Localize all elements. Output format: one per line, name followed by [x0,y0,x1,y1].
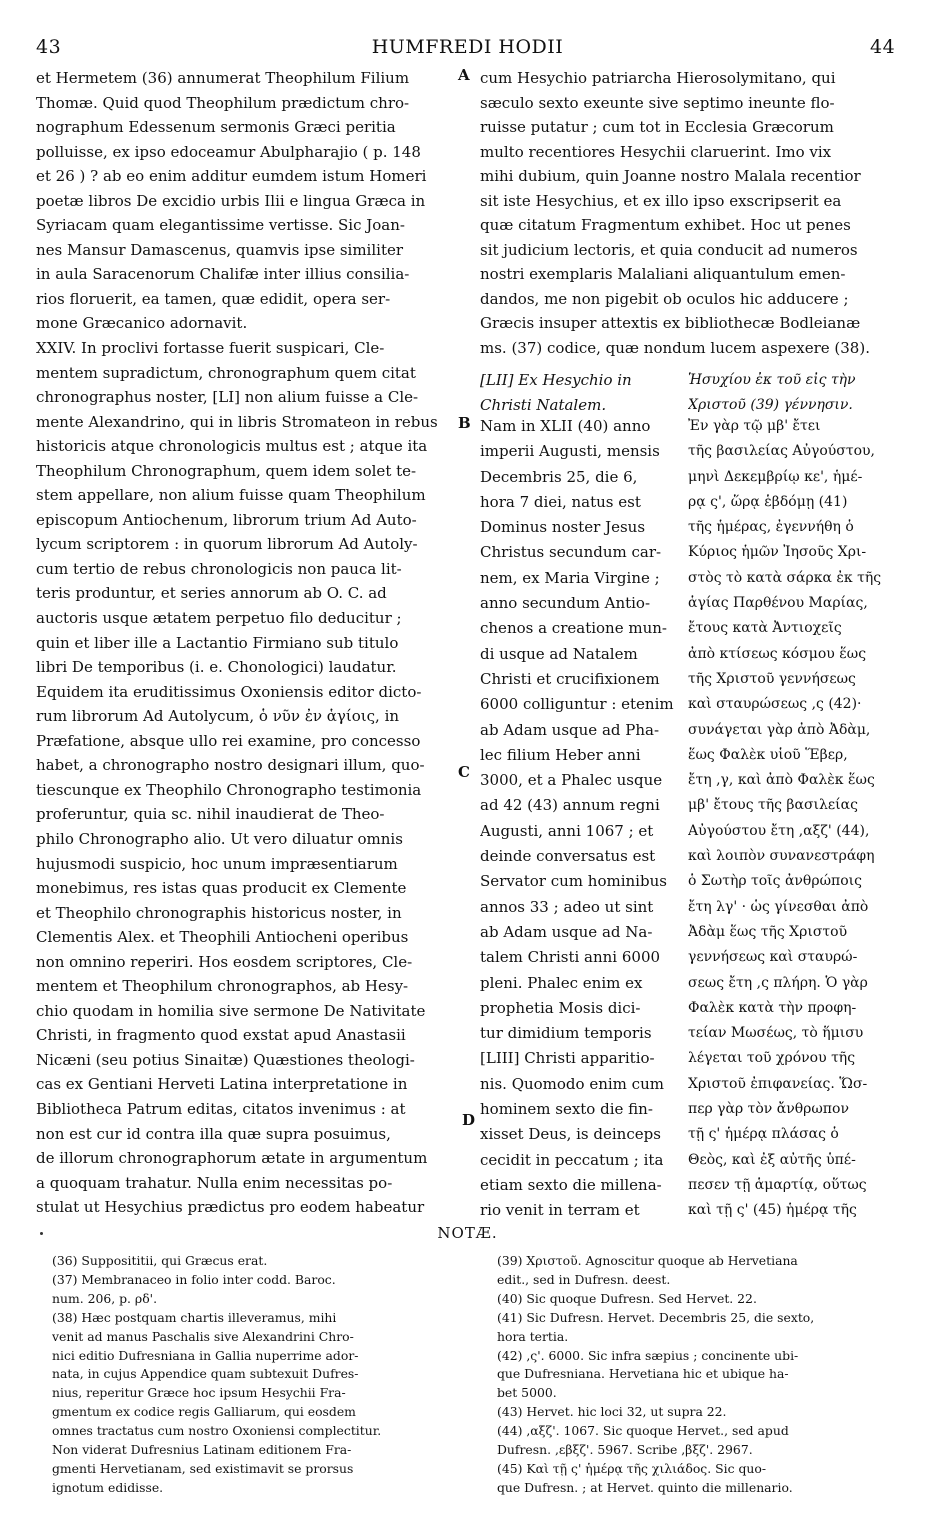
page-number-left: 43 [36,36,62,58]
text-line: rum librorum Ad Autolycum, ὁ νῦν ἐν ἁγίοις, in [36,707,400,726]
text-line: historicis atque chronologicis multus est ; atque ita [36,437,428,456]
text-line: ab Adam usque ad Pha- [480,720,660,739]
text-line: que Dufresniana. Hervetiana hic et ubique ha- [497,1366,789,1382]
text-line: episcopum Antiochenum, librorum trium Ad Auto- [36,510,417,529]
text-line: venit ad manus Paschalis sive Alexandrini Chro- [52,1328,354,1344]
text-line: sit iste Hesychius, et ex illo ipso exscripserit ea [480,191,842,210]
text-line: monebimus, res istas quas producit ex Clemente [36,879,407,898]
text-line: XXIV. In proclivi fortasse fuerit suspicari, Cle- [36,339,385,358]
text-line: ἔτους κατὰ Ἀντιοχεῖς [688,620,842,637]
text-line: Augusti, anni 1067 ; et [480,821,654,840]
text-line: (43) Hervet. hic loci 32, ut supra 22. [497,1404,727,1420]
text-line: etiam sexto die millena- [480,1175,662,1194]
text-line: quin et liber ille a Lactantio Firmiano sub titulo [36,633,399,652]
margin-marker-d: D [462,1111,476,1129]
text-line: non est cur id contra illa quæ supra posuimus, [36,1124,391,1143]
text-line: στὸς τὸ κατὰ σάρκα ἐκ τῆς [688,569,882,586]
text-line: di usque ad Natalem [480,644,638,663]
text-line: γεννήσεως καὶ σταυρώ- [688,949,858,966]
text-line: Thomæ. Quid quod Theophilum prædictum chro- [36,93,410,112]
text-line: nata, in cujus Appendice quam subtexuit Dufres- [52,1366,359,1382]
text-line: edit., sed in Dufresn. deest. [497,1271,671,1287]
latin-heading [480,368,680,418]
text-line: (41) Sic Dufresn. Hervet. Decembris 25, die sexto, [497,1309,815,1325]
text-line: xisset Deus, is deinceps [480,1125,661,1144]
text-line: et Hermetem (36) annumerat Theophilum Filium [36,69,410,87]
text-line: cas ex Gentiani Herveti Latina interpretatione in [36,1075,408,1094]
text-line: ἔτη λγ' · ὡς γίνεσθαι ἀπὸ [688,898,869,915]
text-line: lycum scriptorem : in quorum librorum Ad Autoly- [36,535,418,554]
text-line: τῇ ς' ἡμέρᾳ πλάσας ὁ [688,1126,839,1143]
text-line: cum Hesychio patriarcha Hierosolymitano, qui [480,69,836,87]
text-line: τῆς ἡμέρας, ἐγεννήθη ὁ [688,519,854,536]
text-line: Clementis Alex. et Theophili Antiocheni operibus [36,928,409,947]
text-line: stem appellare, non alium fuisse quam Theophilum [36,486,426,505]
text-line: nes Mansur Damascenus, quamvis ipse similiter [36,240,404,259]
text-line: proferuntur, quia sc. nihil inaudierat de Theo- [36,805,385,824]
text-line: πεσεν τῇ ἁμαρτίᾳ, οὕτως [688,1176,867,1193]
text-line: Servator cum hominibus [480,872,667,891]
text-line: hora 7 diei, natus est [480,492,641,511]
text-line: Dufresn. ,εβξζ'. 5967. Scribe ,βξζ'. 2967. [497,1442,753,1458]
text-line: Φαλὲκ κατὰ τὴν προφη- [688,999,857,1016]
text-line: prophetia Mosis dici- [480,998,641,1017]
text-line: ad 42 (43) annum regni [480,796,660,815]
text-line: mihi dubium, quin Joanne nostro Malala recentior [480,167,861,186]
text-line: a quoquam trahatur. Nulla enim necessitas po- [36,1173,393,1192]
text-line: Decembris 25, die 6, [480,467,638,486]
text-line: ignotum edidisse. [52,1479,164,1495]
text-line: que Dufresn. ; at Hervet. quinto die millenario. [497,1479,793,1495]
text-line: 6000 colliguntur : etenim [480,695,674,714]
text-line: nis. Quomodo enim cum [480,1074,664,1093]
text-line: annos 33 ; adeo ut sint [480,897,654,916]
text-line: ms. (37) codice, quæ nondum lucem aspexere (38). [480,339,870,358]
latin-translation-column [480,414,680,1224]
text-line: ruisse putatur ; cum tot in Ecclesia Græcorum [480,118,834,137]
text-line: ρᾳ ς', ὥρᾳ ἑβδόμῃ (41) [688,493,848,510]
text-line: polluisse, ex ipso edoceamur Abulpharajio ( p. 148 [36,142,421,161]
text-line: Bibliotheca Patrum editas, citatos invenimus : at [36,1099,406,1118]
text-line: nem, ex Maria Virgine ; [480,568,660,587]
text-line: τείαν Μωσέως, τὸ ἥμισυ [688,1025,864,1042]
text-line: (40) Sic quoque Dufresn. Sed Hervet. 22. [497,1290,757,1306]
text-line: mentem et Theophilum chronographos, ab Hesy- [36,977,409,996]
text-line: auctoris usque ætatem perpetuo filo deducitur ; [36,609,402,628]
text-line: Equidem ita eruditissimus Oxoniensis editor dicto- [36,682,422,701]
text-line: Non viderat Dufresnius Latinam editionem Fra- [52,1442,352,1458]
text-line: μηνὶ Δεκεμβρίῳ κε', ἡμέ- [688,468,863,485]
text-line: Christi et crucifixionem [480,669,660,688]
notes-left-column [52,1252,452,1498]
text-line: in aula Saracenorum Chalifæ inter illius consilia- [36,265,410,284]
text-line: chio quodam in homilia sive sermone De Nativitate [36,1001,426,1020]
body-right-column [480,66,900,361]
text-line: chenos a creatione mun- [480,619,667,638]
text-line: nici editio Dufresniana in Gallia nuperrime ador- [52,1347,359,1363]
text-line: cum tertio de rebus chronologicis non pauca lit- [36,559,402,578]
margin-marker-b: B [458,414,471,432]
text-line: mente Alexandrino, qui in libris Stromateon in rebus [36,412,438,431]
text-line: multo recentiores Hesychii claruerint. Imo vix [480,142,832,161]
text-line: ab Adam usque ad Na- [480,922,653,941]
text-line: Christi Natalem. [480,396,607,414]
text-line: Χριστοῦ (39) γέννησιν. [688,397,853,413]
text-line: Syriacam quam elegantissime vertisse. Sic Joan- [36,216,405,235]
text-line: tiescunque ex Theophilo Chronographo testimonia [36,780,422,799]
text-line: hora tertia. [497,1328,569,1344]
text-line: συνάγεται γὰρ ἀπὸ Ἀδὰμ, [688,721,871,738]
text-line: omnes tractatus cum nostro Oxoniensi complectitur. [52,1423,382,1439]
text-line: et 26 ) ? ab eo enim additur eumdem istum Homeri [36,167,427,186]
text-line: [LII] Ex Hesychio in [480,371,632,389]
text-line: (38) Hæc postquam chartis illeveramus, mihi [52,1309,337,1325]
text-line: imperii Augusti, mensis [480,442,660,461]
text-line: καὶ σταυρώσεως ,ς (42)· [688,696,862,713]
text-line: non omnino reperiri. Hos eosdem scriptores, Cle- [36,952,413,971]
text-line: καὶ τῇ ς' (45) ἡμέρᾳ τῆς [688,1202,857,1219]
text-line: Κύριος ἡμῶν Ἰησοῦς Χρι- [688,544,867,561]
text-line: chronographus noster, [LI] non alium fuisse a Cle- [36,388,419,407]
text-line: (36) Supposititii, qui Græcus erat. [52,1253,268,1268]
text-line: nostri exemplaris Malaliani aliquantulum emen- [480,265,846,284]
text-line: anno secundum Antio- [480,594,651,613]
text-line: cecidit in peccatum ; ita [480,1150,664,1169]
text-line: sæculo sexto exeunte sive septimo ineunte flo- [480,93,835,112]
text-line: μβ' ἔτους τῆς βασιλείας [688,797,858,814]
text-line: de illorum chronographorum ætate in argumentum [36,1149,428,1168]
text-line: Græcis insuper attextis ex bibliothecæ Bodleianæ [480,314,861,333]
text-line: sit judicium lectoris, et quia conducit ad numeros [480,240,858,259]
text-line: poetæ libros De excidio urbis Ilii e lingua Græca in [36,191,426,210]
text-line: Christi, in fragmento quod exstat apud Anastasii [36,1026,406,1045]
text-line: dandos, me non pigebit ob oculos hic adducere ; [480,289,849,308]
text-line: mone Græcanico adornavit. [36,314,248,333]
text-line: num. 206, p. ρδ'. [52,1290,158,1306]
text-line: et Theophilo chronographis historicus noster, in [36,903,402,922]
page-number-right: 44 [870,36,896,58]
notes-title: NOTÆ. [437,1224,498,1242]
text-line: gmentum ex codice regis Galliarum, qui eosdem [52,1404,356,1420]
text-line: nographum Edessenum sermonis Græci peritia [36,118,396,137]
text-line: libri De temporibus (i. e. Chonologici) laudatur. [36,658,397,677]
running-title: HUMFREDI HODII [371,36,564,58]
text-line: Nicæni (seu potius Sinaitæ) Quæstiones theologi- [36,1050,415,1069]
text-line: Αὐγούστου ἔτη ,αξζ' (44), [688,822,870,839]
margin-marker-c: C [458,763,470,781]
text-line: rio venit in terram et [480,1201,640,1220]
text-line: bet 5000. [497,1385,557,1401]
text-line: tur dimidium temporis [480,1024,652,1043]
text-line: philo Chronographo alio. Ut vero diluatur omnis [36,829,403,848]
text-line: Christus secundum car- [480,543,662,562]
text-line: Theophilum Chronographum, quem idem solet te- [36,461,417,480]
text-line: quæ citatum Fragmentum exhibet. Hoc ut penes [480,216,851,235]
text-line: Ἀδὰμ ἕως τῆς Χριστοῦ [688,923,848,940]
text-line: (39) Χριστοῦ. Agnoscitur quoque ab Hervetiana [497,1253,798,1268]
text-line: Ἡσυχίου ἐκ τοῦ εἰς τὴν [688,372,856,388]
text-line: Θεὸς, καὶ ἐξ αὐτῆς ὑπέ- [688,1151,856,1168]
text-line: lec filium Heber anni [480,745,641,764]
text-line: nius, reperitur Græce hoc ipsum Hesychii Fra- [52,1385,346,1401]
text-line: ἁγίας Παρθένου Μαρίας, [688,595,868,612]
text-line: Dominus noster Jesus [480,518,646,537]
notes-right-column [497,1252,899,1498]
text-line: (42) ,ς'. 6000. Sic infra sæpius ; concinente ubi- [497,1347,799,1363]
text-line: pleni. Phalec enim ex [480,973,643,992]
body-left-column [36,66,456,1220]
text-line: hujusmodi suspicio, hoc unum impræsentiarum [36,854,398,873]
greek-text-column [688,414,902,1224]
text-line: ἕως Φαλὲκ υἱοῦ Ἕβερ, [688,746,848,763]
margin-marker-a: A [458,66,470,84]
text-line: 3000, et a Phalec usque [480,771,663,790]
text-line: Ἐν γὰρ τῷ μβ' ἔτει [688,418,821,434]
text-line: gmenti Hervetianam, sed existimavit se prorsus [52,1460,354,1476]
text-line: hominem sexto die fin- [480,1100,653,1119]
text-line: rios floruerit, ea tamen, quæ edidit, opera ser- [36,289,391,308]
text-line: ἀπὸ κτίσεως κόσμου ἕως [688,645,867,662]
text-line: teris produntur, et series annorum ab O. C. ad [36,584,387,603]
text-line: τῆς Χριστοῦ γεννήσεως [688,670,856,687]
text-line: περ γὰρ τὸν ἄνθρωπον [688,1101,849,1118]
text-line: (45) Καὶ τῇ ς' ἡμέρᾳ τῆς χιλιάδος. Sic quo- [497,1460,767,1476]
text-line: habet, a chronographo nostro designari illum, quo- [36,756,425,775]
text-line: Χριστοῦ ἐπιφανείας. Ὥσ- [688,1075,868,1092]
text-line: τῆς βασιλείας Αὐγούστου, [688,443,875,460]
text-line: [LIII] Christi apparitio- [480,1049,655,1068]
text-line: mentem supradictum, chronographum quem citat [36,363,416,382]
greek-heading [688,368,902,418]
text-line: (37) Membranaceo in folio inter codd. Baroc. [52,1271,336,1287]
text-line: Præfatione, absque ullo rei examine, pro concesso [36,731,421,750]
text-line: ὁ Σωτὴρ τοῖς ἀνθρώποις [688,873,862,890]
text-line: καὶ λοιπὸν συνανεστράφη [688,848,875,865]
text-line: deinde conversatus est [480,847,656,866]
text-line: (44) ,αξζ'. 1067. Sic quoque Hervet., sed apud [497,1423,789,1439]
text-line: ἔτη ,γ, καὶ ἀπὸ Φαλὲκ ἕως [688,772,875,789]
text-line: λέγεται τοῦ χρόνου τῆς [688,1050,856,1067]
text-line: Nam in XLII (40) anno [480,417,651,435]
text-line: talem Christi anni 6000 [480,948,661,967]
text-line: σεως ἔτη ,ς πλήρη. Ὁ γὰρ [688,974,868,991]
text-line: stulat ut Hesychius prædictus pro eodem habeatur [36,1198,425,1217]
